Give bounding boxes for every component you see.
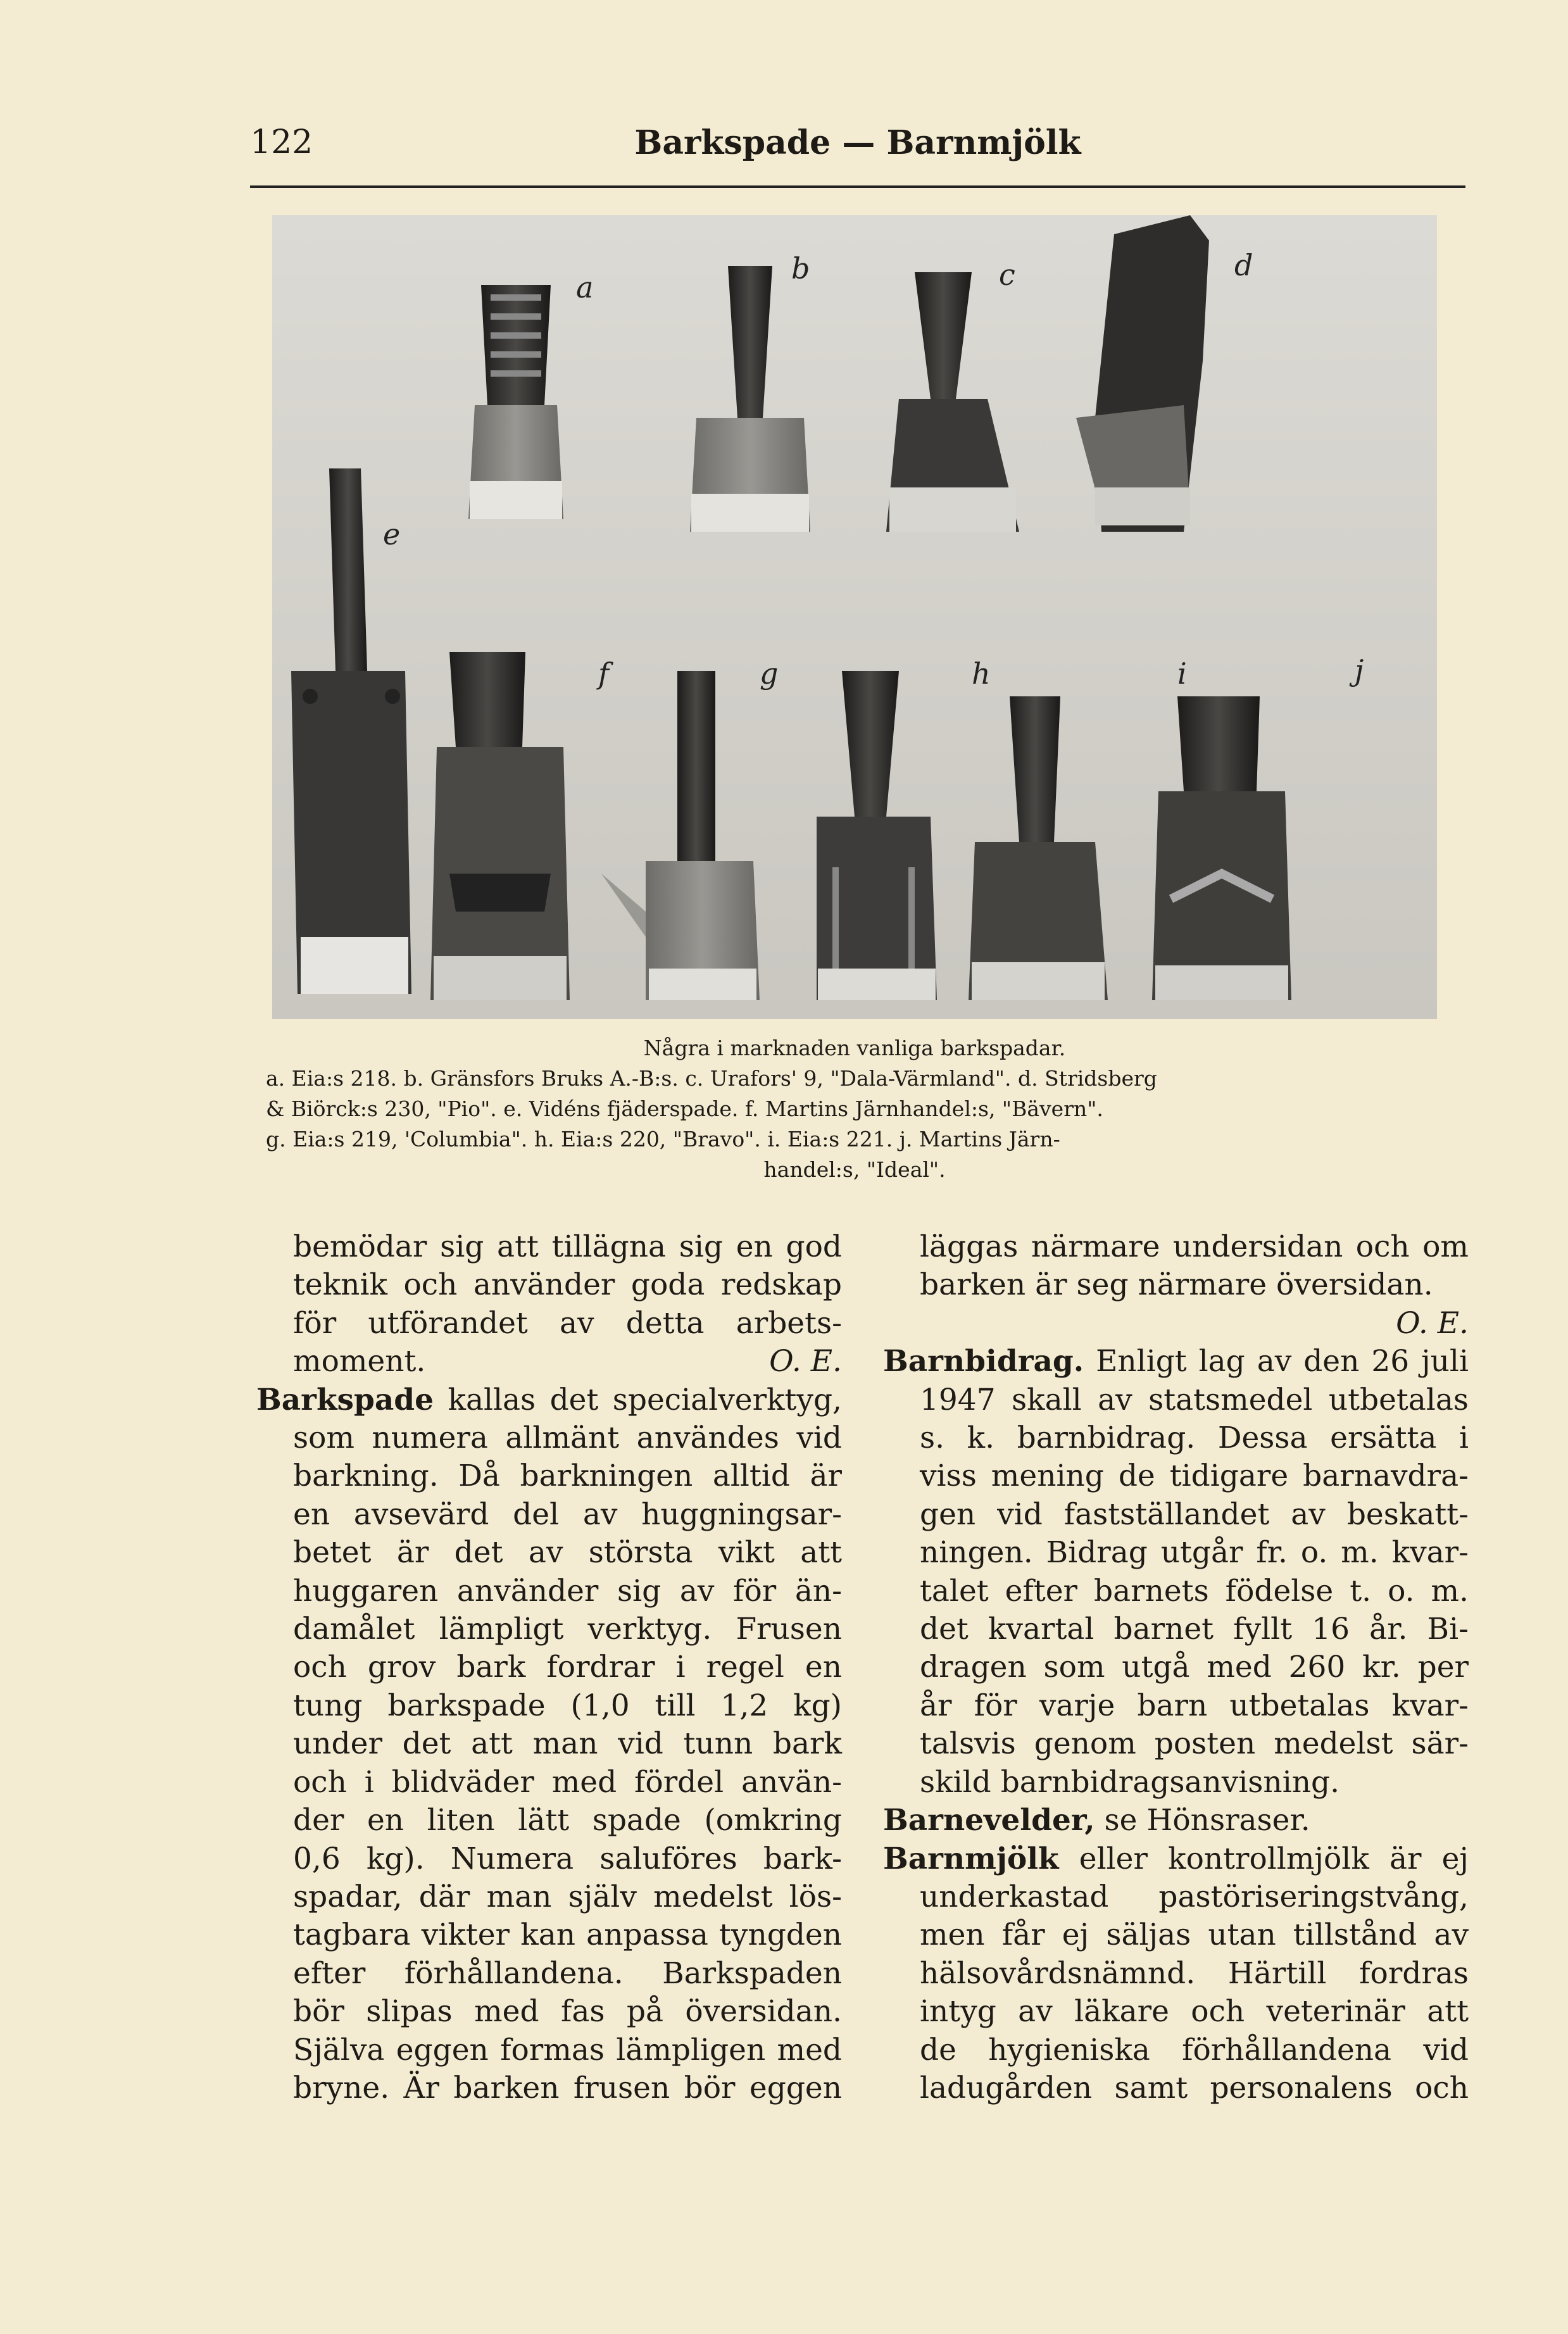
header-rule bbox=[250, 185, 1465, 188]
text-line: Själva eggen formas lämpligen med bbox=[293, 2032, 842, 2067]
text-line: dragen som utgå med 260 kr. per bbox=[920, 1650, 1469, 1685]
text-line: det kvartal barnet fyllt 16 år. Bi- bbox=[920, 1612, 1469, 1647]
text-line: bemödar sig att tillägna sig en god bbox=[293, 1229, 842, 1264]
text-line bbox=[883, 1840, 1469, 1878]
text-line: efter förhållandena. Barkspaden bbox=[293, 1955, 842, 1991]
text-line: skild barnbidragsanvisning. bbox=[920, 1764, 1340, 1800]
headword: Barkspade bbox=[256, 1382, 434, 1417]
text-line bbox=[883, 1343, 1469, 1381]
text-line: betet är det av största vikt att bbox=[293, 1535, 842, 1571]
caption-line: & Biörck:s 230, "Pio". e. Vidéns fjäderspade. f. Martins Järnhandel:s, "Bävern". bbox=[266, 1096, 1103, 1121]
entry-barnevelder bbox=[883, 1802, 1469, 1840]
text-line: damålet lämpligt verktyg. Frusen bbox=[293, 1612, 842, 1647]
label-i: i bbox=[1177, 656, 1187, 691]
text-line: spadar, där man själv medelst lös- bbox=[293, 1879, 842, 1914]
text-line: 0,6 kg). Numera saluföres bark- bbox=[293, 1841, 842, 1876]
left-column bbox=[256, 1228, 842, 2107]
text-line: som numera allmänt användes vid bbox=[293, 1421, 842, 1456]
text-line: och grov bark fordrar i regel en bbox=[293, 1650, 842, 1685]
headword: Barnmjölk bbox=[883, 1841, 1059, 1876]
text-line: men får ej säljas utan tillstånd av bbox=[920, 1917, 1469, 1953]
text-fragment: Enligt lag av den 26 juli bbox=[1096, 1344, 1469, 1379]
text-line: de hygieniska förhållandena vid bbox=[920, 2032, 1469, 2067]
text-line bbox=[883, 1802, 1469, 1840]
text-line: under det att man vid tunn bark bbox=[293, 1726, 842, 1762]
entry-barkspade bbox=[256, 1381, 842, 2108]
label-a: a bbox=[576, 270, 594, 304]
text-fragment: moment. bbox=[293, 1344, 426, 1379]
author-signature: O. E. bbox=[769, 1344, 842, 1379]
text-line: för utförandet av detta arbets- bbox=[293, 1305, 842, 1341]
tool-photograph bbox=[272, 215, 1437, 1019]
text-fragment: eller kontrollmjölk är ej bbox=[1079, 1841, 1469, 1876]
label-b: b bbox=[791, 251, 810, 285]
entry-barnmjolk bbox=[883, 1840, 1469, 2108]
label-h: h bbox=[972, 656, 991, 691]
text-line: hälsovårdsnämnd. Härtill fordras bbox=[920, 1955, 1469, 1991]
text-line: barkning. Då barkningen alltid är bbox=[293, 1459, 842, 1494]
barkspade-photo bbox=[272, 215, 1437, 1019]
headword: Barnbidrag. bbox=[883, 1344, 1084, 1379]
text-line: teknik och använder goda redskap bbox=[293, 1267, 842, 1303]
text-line: en avsevärd del av huggningsar- bbox=[293, 1496, 842, 1532]
text-line bbox=[256, 1343, 842, 1381]
text-line: bryne. Är barken frusen bör eggen bbox=[293, 2070, 842, 2105]
text-line: underkastad pastöriseringstvång, bbox=[920, 1879, 1469, 1914]
label-c: c bbox=[999, 258, 1015, 292]
label-g: g bbox=[760, 656, 779, 691]
text-line: viss mening de tidigare barnavdra- bbox=[920, 1459, 1469, 1494]
caption-line: a. Eia:s 218. b. Gränsfors Bruks A.-B:s. c. Urafors' 9, "Dala-Värmland". d. Stridsberg bbox=[266, 1066, 1157, 1091]
running-head: Barkspade — Barnmjölk bbox=[634, 123, 1081, 162]
label-j: j bbox=[1355, 653, 1364, 687]
text-line: bör slipas med fas på översidan. bbox=[293, 1994, 842, 2030]
text-line: ningen. Bidrag utgår fr. o. m. kvar- bbox=[920, 1535, 1469, 1571]
text-line: intyg av läkare och veterinär att bbox=[920, 1994, 1469, 2030]
figure-caption bbox=[266, 1033, 1443, 1185]
text-line: ladugården samt personalens och bbox=[920, 2070, 1469, 2105]
text-line: talet efter barnets födelse t. o. m. bbox=[920, 1573, 1469, 1609]
text-line: huggaren använder sig av för än- bbox=[293, 1573, 842, 1609]
text-line: 1947 skall av statsmedel utbetalas bbox=[920, 1382, 1469, 1417]
text-fragment: se Hönsraser. bbox=[1104, 1803, 1310, 1838]
text-line: barken är seg närmare översidan. bbox=[920, 1267, 1433, 1303]
paragraph bbox=[883, 1228, 1469, 1343]
headword: Barnevelder, bbox=[883, 1803, 1095, 1838]
caption-title: Några i marknaden vanliga barkspadar. bbox=[643, 1036, 1066, 1060]
paragraph bbox=[256, 1228, 842, 1381]
text-line: år för varje barn utbetalas kvar- bbox=[920, 1688, 1469, 1723]
page-number: 122 bbox=[250, 123, 313, 161]
page-header bbox=[250, 123, 1465, 174]
text-line: der en liten lätt spade (omkring bbox=[293, 1803, 842, 1838]
text-line: och i blidväder med fördel använ- bbox=[293, 1764, 842, 1800]
author-signature: O. E. bbox=[1396, 1305, 1469, 1341]
caption-line: g. Eia:s 219, 'Columbia". h. Eia:s 220, "Bravo". i. Eia:s 221. j. Martins Järn- bbox=[266, 1127, 1060, 1151]
label-d: d bbox=[1234, 248, 1253, 282]
text-line: tung barkspade (1,0 till 1,2 kg) bbox=[293, 1688, 842, 1723]
text-line bbox=[256, 1381, 842, 1419]
text-line: s. k. barnbidrag. Dessa ersätta i bbox=[920, 1421, 1469, 1456]
label-f: f bbox=[598, 656, 610, 691]
label-e: e bbox=[383, 517, 401, 551]
text-fragment: kallas det specialverktyg, bbox=[448, 1382, 842, 1417]
text-line: läggas närmare undersidan och om bbox=[920, 1229, 1469, 1264]
text-line: talsvis genom posten medelst sär- bbox=[920, 1726, 1469, 1762]
caption-line: handel:s, "Ideal". bbox=[763, 1157, 946, 1182]
text-line: tagbara vikter kan anpassa tyngden bbox=[293, 1917, 842, 1953]
entry-barnbidrag bbox=[883, 1343, 1469, 1802]
text-line: gen vid fastställandet av beskatt- bbox=[920, 1496, 1469, 1532]
right-column bbox=[883, 1228, 1469, 2107]
